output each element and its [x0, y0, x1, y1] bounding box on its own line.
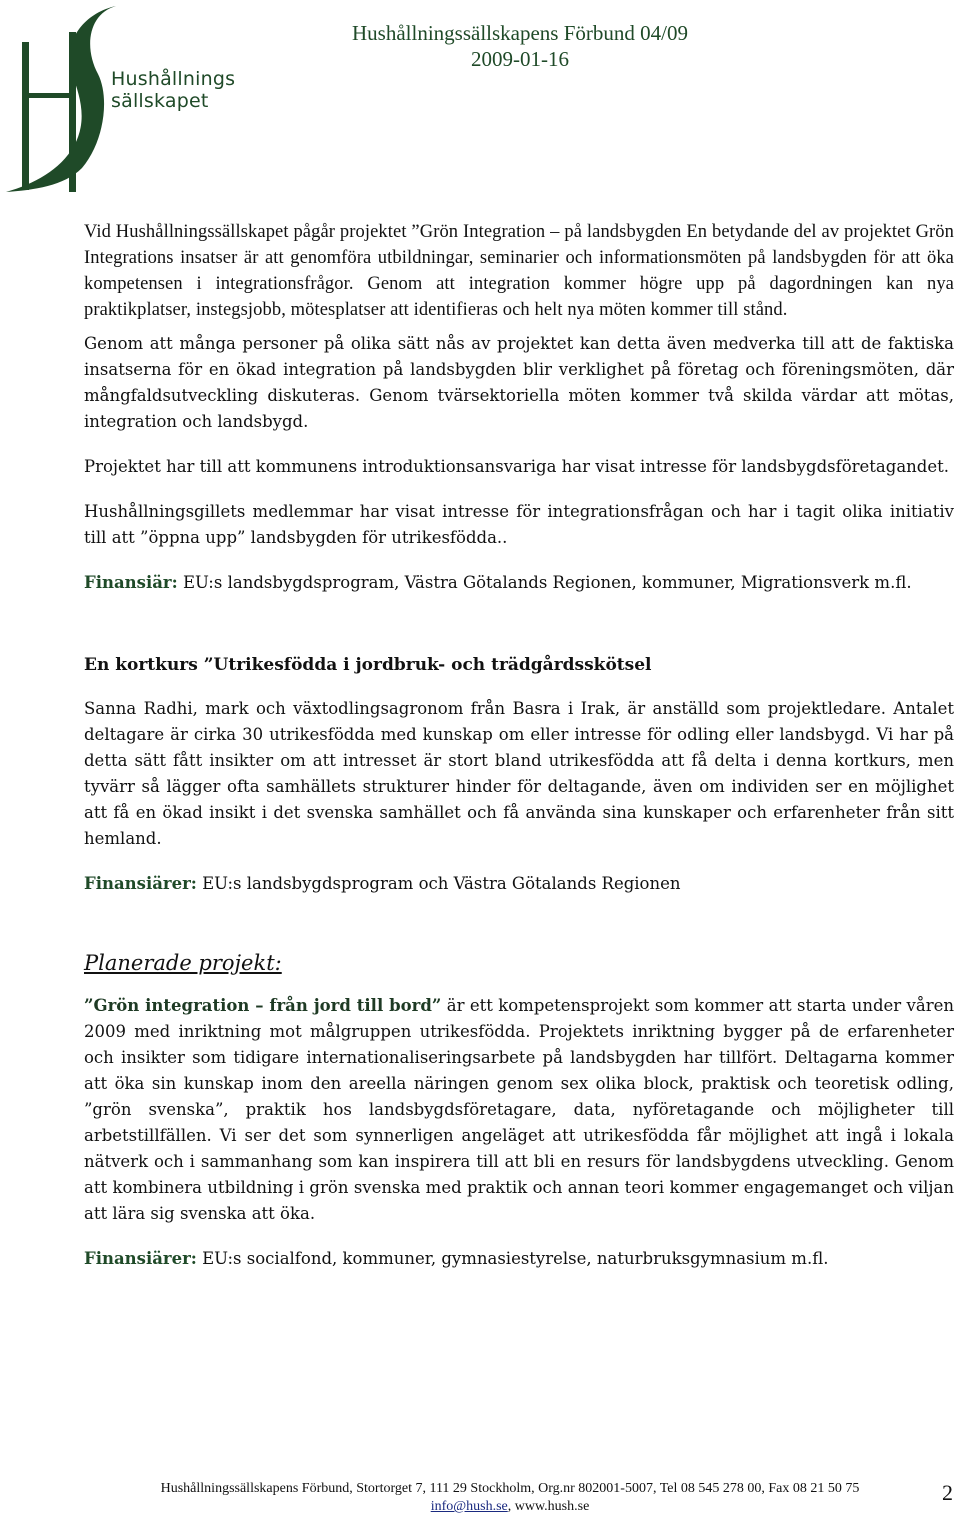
page-number: 2 — [942, 1480, 953, 1505]
section-heading-planned: Planerade projekt: — [84, 951, 282, 975]
planned-project-title: ”Grön integration – från jord till bord” — [84, 996, 442, 1015]
paragraph-short-course: Sanna Radhi, mark och växtodlingsagronom från Basra i Irak, är anställd som projektledare. Antalet deltagare är cirka 30 utrikesfödda med kunskap om eller intresse för odling eller landsbygd. Vi har på detta sätt fått insikter om att intresset är stort bland utrikesfödda att få delta i denna kortkurs, men tyvärr så lägger ofta samhällets strukturer hinder för deltagande, även om individen ser en möjlighet att få en ökad insikt i det svenska samhället och få använda sina kunskaper och erfarenheter från sitt hemland. — [84, 699, 954, 848]
financier-label-2: Finansiärer: — [84, 874, 197, 893]
footer-separator: , — [507, 1499, 515, 1514]
footer-address: Hushållningssällskapens Förbund, Stortorget 7, 111 29 Stockholm, Org.nr 802001-5007, Tel 08 545 278 00, Fax 08 21 50 75 — [160, 1481, 860, 1496]
intro-part-1: Vid Hushållningssällskapet pågår projektet ”Grön Integration – på landsbygden En betydande del av projektet Grön Integrations insatser är att genomföra utbildningar, seminarier och informationsmöten på landsbygden för att öka kompetensen i integrationsfrågor. — [84, 222, 954, 294]
footer-email-link[interactable]: info@hush.se — [430, 1499, 508, 1514]
header-date: 2009-01-16 — [471, 47, 569, 71]
paragraph-members: Hushållningsgillets medlemmar har visat intresse för integrationsfrågan och har i tagit olika initiativ till att ”öppna upp” landsbygden för utrikesfödda.. — [84, 502, 954, 547]
paragraph-intro — [84, 219, 954, 323]
financier-text-3: EU:s socialfond, kommuner, gymnasiestyrelse, naturbruksgymnasium m.fl. — [196, 1249, 829, 1268]
document-header — [300, 20, 740, 72]
document-body — [84, 219, 954, 1272]
financier-line-3 — [84, 1246, 954, 1272]
paragraph-planned — [84, 993, 954, 1227]
footer-website: www.hush.se — [514, 1499, 590, 1514]
financier-text: EU:s landsbygdsprogram, Västra Götalands Regionen, kommuner, Migrationsverk m.fl. — [177, 573, 912, 592]
financier-text-2: EU:s landsbygdsprogram och Västra Götalands Regionen — [196, 874, 681, 893]
paragraph-municipality: Projektet har till att kommunens introduktionsansvariga har visat intresse för landsbygdsföretagandet. — [84, 457, 949, 476]
header-title: Hushållningssällskapens Förbund 04/09 — [352, 21, 688, 45]
document-footer — [100, 1480, 920, 1516]
financier-label: Finansiär: — [84, 573, 178, 592]
intro-part-2: Genom att integration kommer högre upp på dagordningen kan nya praktikplatser, instegsjobb, mötesplatser att identifieras och helt nya möten kommer till stånd. — [84, 274, 954, 320]
logo-wordmark — [111, 68, 235, 112]
footer-contact — [100, 1498, 920, 1516]
financier-line-2 — [84, 871, 954, 897]
section-heading-short-course: En kortkurs ”Utrikesfödda i jordbruk- och trädgårdsskötsel — [84, 655, 652, 675]
paragraph-reach: Genom att många personer på olika sätt nås av projektet kan detta även medverka till att de faktiska insatserna för en ökad integration på landsbygden blir verklighet på företag och föreningsmöten, där mångfaldsutveckling diskuteras. Genom tvärsektoriella möten kommer två skilda värdar att mötas, integration och landsbygd. — [84, 334, 954, 431]
logo-line-1: Hushållnings — [111, 68, 236, 90]
logo-line-2: sällskapet — [111, 90, 209, 112]
financier-label-3: Finansiärer: — [84, 1249, 197, 1268]
planned-project-text: är ett kompetensprojekt som kommer att starta under våren 2009 med inriktning mot målgruppen utrikesfödda. Projektets inriktning bygger på de erfarenheter och insikter som tidigare internationaliseringsarbete på landsbygden har tillfört. Deltagarna kommer att öka sin kunskap inom den areella näringen genom sex olika block, praktisk och teoretisk odling, ”grön svenska”, praktik hos landsbygdsföretagare, data, nyföretagande och möjligheter till arbetstillfällen. Vi ser det som synnerligen angeläget att utrikesfödda får möjlighet att ingå i lokala nätverk och i sammanhang som kan inspirera till att bli en resurs för landsbygdens utveckling. Genom att kombinera utbildning i grön svenska med praktik och annan teori kommer engagemanget och viljan att lära sig svenska att öka. — [84, 996, 954, 1223]
hs-logo — [0, 0, 240, 200]
financier-line-1 — [84, 570, 954, 596]
